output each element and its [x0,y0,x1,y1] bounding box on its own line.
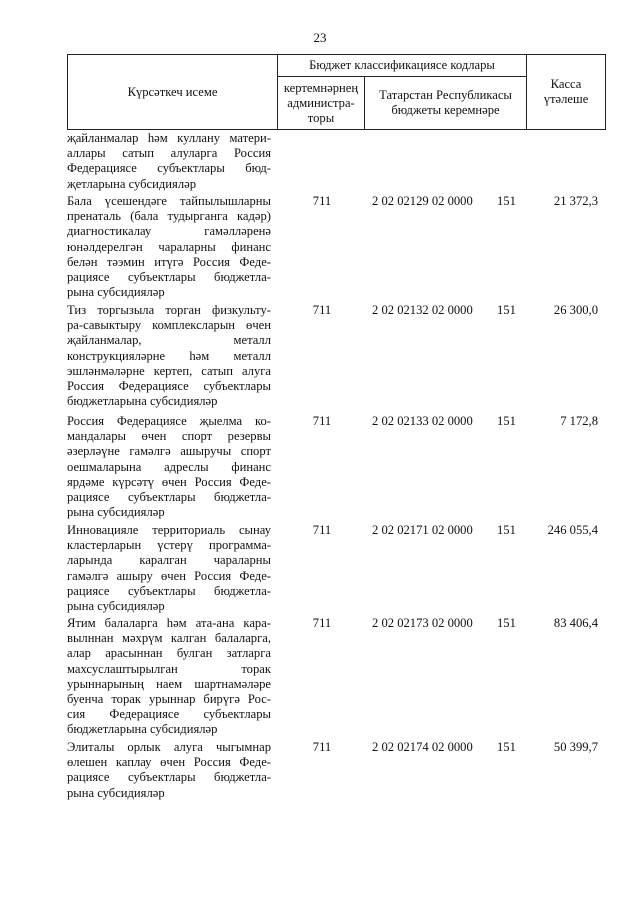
table-row [67,303,605,414]
description-line: аллары сатып алуларга Россия [67,146,271,161]
description-line: Элиталы орлык алуга чыгымнар [67,740,271,754]
description-line: Тиз торгызыла торган физкульту- [67,303,271,317]
description-line: җайланмалар, металл [67,333,271,348]
header-budget-codes: Бюджет классификациясе кодлары [278,55,527,77]
description-line: вылннан мәхрүм калган балаларга, [67,631,271,646]
row-description [67,194,271,300]
description-line: рациясе субъектлары бюджетла- [67,583,271,598]
description-line: гамәлгә ашыру өчен Россия Феде- [67,568,271,583]
cash-amount: 246 055,4 [547,523,598,537]
header-revenue-line-1: Татарстан Республикасы [379,88,512,102]
header-cash-line-1: Касса [550,77,582,91]
description-line: җетларына субсидияләр [67,176,196,191]
description-line: Ятим балаларга һәм ата-ана кара- [67,616,271,630]
header-cash-line-2: үтәлеше [543,92,589,106]
cash-amount: 21 372,3 [553,194,598,208]
description-line: өлешен каплау өчен Россия Феде- [67,755,271,770]
revenue-code: 2 02 02173 02 0000 [372,616,473,630]
description-line: урыннарының наем шартнамәләре [67,676,271,691]
description-line: сия Федерациясе субъектлары [67,707,271,722]
description-line: белән тәэмин итүгә Россия Феде- [67,254,271,269]
description-line: рациясе субъектлары бюджетла- [67,770,271,785]
table-header [67,54,606,130]
description-line: җайланмалар һәм куллану матери- [67,131,271,145]
header-republic-revenue [365,77,527,130]
description-line: конструкцияләрне һәм металл [67,348,271,363]
description-line: ларында каралган чараларны [67,553,271,568]
header-cash-execution [527,55,606,130]
description-line: пренаталь (бала тудырганга кадәр) [67,209,271,224]
description-line: Бала үсешендәге тайпылышларны [67,194,271,208]
revenue-code: 2 02 02171 02 0000 [372,523,473,537]
admin-code: 711 [312,414,332,428]
header-indicator-name: Күрсәткеч исеме [68,55,278,130]
row-description [67,131,271,192]
description-line: алар арасыннан булган затларга [67,646,271,661]
page-number: 23 [313,30,327,45]
subtype-code: 151 [497,414,516,428]
cash-amount: 26 300,0 [553,303,598,317]
revenue-code: 2 02 02129 02 0000 [372,194,473,208]
header-revenue-administrator [278,77,365,130]
description-line: рына субсидияләр [67,505,165,520]
admin-code: 711 [312,523,332,537]
table-row [67,523,605,616]
subtype-code: 151 [497,194,516,208]
header-admin-line-3: торы [307,110,335,125]
admin-code: 711 [312,616,332,630]
header-revenue-line-2: бюджеты керемнәре [391,103,500,117]
subtype-code: 151 [497,616,516,630]
row-description [67,523,271,614]
row-description [67,740,271,801]
subtype-code: 151 [497,523,516,537]
description-line: бюджетларына субсидияләр [67,394,218,409]
subtype-code: 151 [497,740,516,754]
description-line: рациясе субъектлары бюджетла- [67,270,271,285]
description-line: Федерациясе субъектлары бюд- [67,161,271,176]
table-row [67,616,605,740]
subtype-code: 151 [497,303,516,317]
description-line: диагностикалау гамәлләренә [67,224,271,239]
revenue-code: 2 02 02174 02 0000 [372,740,473,754]
description-line: әзерләүне гамәлгә ашыручы спорт [67,444,271,459]
cash-amount: 83 406,4 [553,616,598,630]
description-line: рына субсидияләр [67,285,165,300]
description-line: бюджетларына субсидияләр [67,722,218,737]
description-line: мандалары өчен спорт резервы [67,429,271,444]
description-line: буенча торак урыннар бирүгә Рос- [67,692,271,707]
cash-amount: 7 172,8 [560,414,598,428]
table-body [67,131,605,804]
revenue-code: 2 02 02133 02 0000 [372,414,473,428]
header-admin-line-1: кертемнәрнең [283,80,359,95]
row-description [67,414,271,520]
revenue-code: 2 02 02132 02 0000 [372,303,473,317]
description-line: рына субсидияләр [67,785,165,800]
description-line: рациясе субъектлары бюджетла- [67,490,271,505]
admin-code: 711 [312,740,332,754]
description-line: эшләнмәләрне кертеп, сатып алуга [67,363,271,378]
description-line: Инновацияле территориаль сынау [67,523,271,537]
description-line: Россия Федерациясе җыелма ко- [67,414,271,428]
description-line: махсуслаштырылган торак [67,661,271,676]
table-row [67,740,605,804]
description-line: Россия Федерациясе субъектлары [67,379,271,394]
description-line: оешмаларына адреслы финанс [67,459,271,474]
table-row [67,131,605,194]
table-row [67,414,605,523]
description-line: кластерларын үстерү программа- [67,538,271,553]
header-admin-line-2: администра- [287,95,355,110]
description-line: юнәлдерелгән чараларны финанс [67,239,271,254]
table-row [67,194,605,303]
description-line: ярдәме күрсәтү өчен Россия Феде- [67,474,271,489]
description-line: ра-савыктыру комплексларын өчен [67,318,271,333]
admin-code: 711 [312,303,332,317]
row-description [67,303,271,409]
admin-code: 711 [312,194,332,208]
description-line: рына субсидияләр [67,599,165,614]
row-description [67,616,271,738]
cash-amount: 50 399,7 [553,740,598,754]
